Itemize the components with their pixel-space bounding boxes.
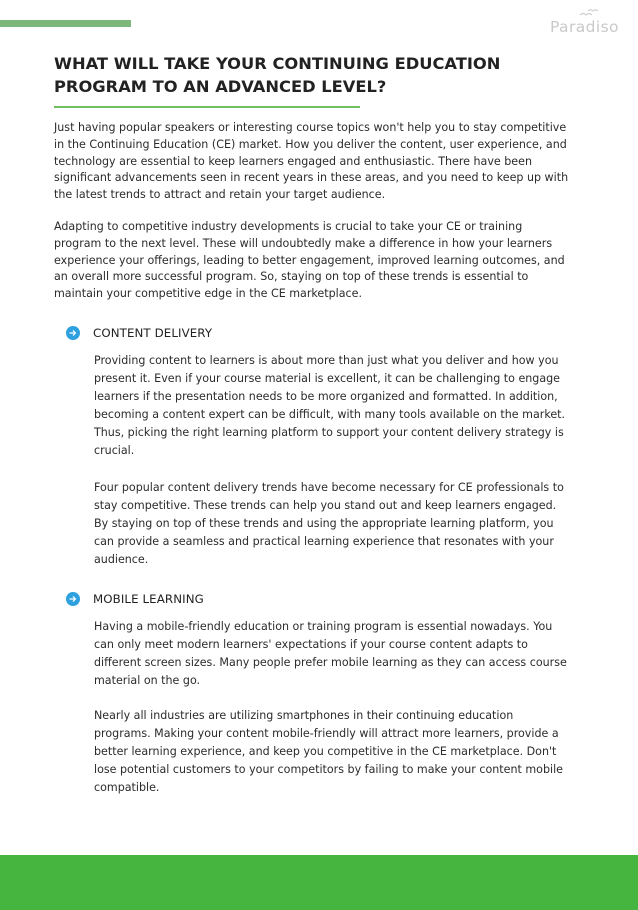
section-heading-label: MOBILE LEARNING — [93, 592, 204, 606]
paradiso-logo — [548, 8, 628, 38]
page-title: WHAT WILL TAKE YOUR CONTINUING EDUCATION PROGRAM TO AN ADVANCED LEVEL? — [54, 54, 501, 96]
logo-text: Paradiso — [550, 18, 619, 36]
title-underline — [54, 106, 360, 108]
section-heading-content-delivery — [66, 323, 212, 343]
footer-band — [0, 855, 638, 910]
arrow-right-icon — [66, 592, 80, 606]
intro-paragraph: Just having popular speakers or interesting course topics won't help you to stay competitive in the Continuing Education (CE) market. How you deliver the content, user experience, and technology are essential to keep learners engaged and enthusiastic. There have been significant advancements seen in recent years in these areas, and you need to keep up with the latest trends to attract and retain your target audience. — [54, 121, 569, 202]
arrow-right-icon — [66, 326, 80, 340]
section-heading-label: CONTENT DELIVERY — [93, 326, 213, 340]
top-accent-bar — [0, 20, 131, 27]
intro-paragraph: Adapting to competitive industry developments is crucial to take your CE or training program to the next level. These will undoubtedly make a difference in how your learners experience your offerings, leading to better engagement, improved learning outcomes, and an overall more successful program. So, staying on top of these trends is essential to maintain your competitive edge in the CE marketplace. — [54, 220, 565, 301]
section-paragraph: Nearly all industries are utilizing smartphones in their continuing education programs. Making your content mobile-friendly will attract more learners, provide a better learning experience, and keep you competitive in the CE marketplace. Don't lose potential customers to your competitors by failing to make your content mobile compatible. — [94, 709, 563, 794]
section-paragraph: Four popular content delivery trends have become necessary for CE professionals to stay competitive. These trends can help you stand out and keep learners engaged. By staying on top of these trends and using the appropriate learning platform, you can provide a seamless and practical learning experience that resonates with your audience. — [94, 481, 564, 566]
section-paragraph: Providing content to learners is about more than just what you deliver and how you present it. Even if your course material is excellent, it can be challenging to engage learners if the presentation needs to be more organized and formatted. In addition, becoming a content expert can be difficult, with many tools available on the market. Thus, picking the right learning platform to support your content delivery strategy is crucial. — [94, 354, 566, 457]
section-heading-mobile-learning — [66, 589, 204, 609]
section-paragraph: Having a mobile-friendly education or training program is essential nowadays. You can only meet modern learners' expectations if your course content adapts to different screen sizes. Many people prefer mobile learning as they can access course material on the go. — [94, 620, 567, 687]
